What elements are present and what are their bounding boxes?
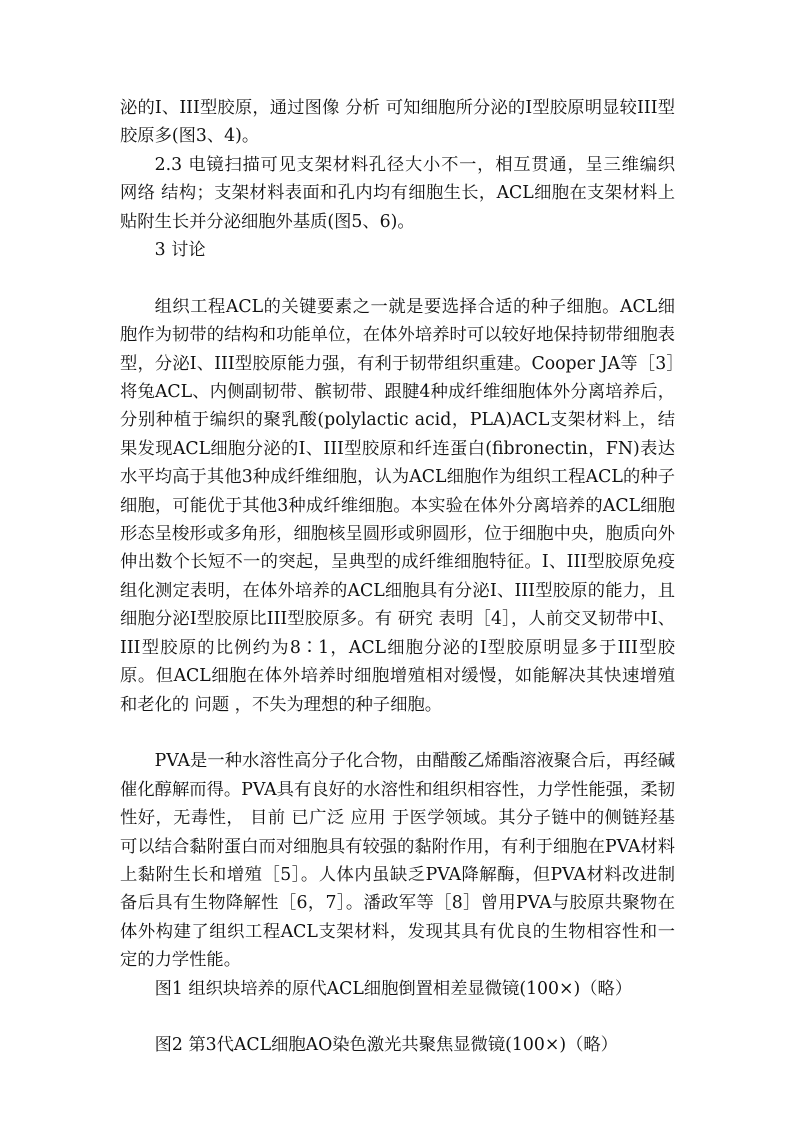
- body-text: [120, 94, 675, 1060]
- blank-line: [120, 264, 675, 292]
- paragraph-discussion-2: PVA是一种水溶性高分子化合物，由醋酸乙烯酯溶液聚合后，再经碱催化醇解而得。PVA具有良好的水溶性和组织相容性，力学性能强，柔韧性好，无毒性， 目前 已广泛 应用 于医学领域。其分子链中的侧链羟基可以结合黏附蛋白而对细胞具有较强的黏附作用，有利于细胞在PVA材料上黏附生长和增殖［5］。人体内虽缺乏PVA降解酶，但PVA材料改进制备后具有生物降解性［6，7］。潘政军等［8］曾用PVA与胶原共聚物在体外构建了组织工程ACL支架材料，发现其具有优良的生物相容性和一定的力学性能。: [120, 751, 675, 971]
- paragraph-continuation: 泌的Ⅰ、III型胶原，通过图像 分析 可知细胞所分泌的Ⅰ型胶原明显较III型胶原多(图3、4)。: [120, 98, 675, 147]
- paragraph-discussion-1: 组织工程ACL的关键要素之一就是要选择合适的种子细胞。ACL细胞作为韧带的结构和功能单位，在体外培养时可以较好地保持韧带细胞表型，分泌Ⅰ、III型胶原能力强，有利于韧带组织重建。Cooper JA等［3］将兔ACL、内侧副韧带、髌韧带、跟腱4种成纤维细胞体外分离培养后，分别种植于编织的聚乳酸(polylactic acid，PLA)ACL支架材料上，结果发现ACL细胞分泌的Ⅰ、III型胶原和纤连蛋白(fibronectin，FN)表达水平均高于其他3种成纤维细胞，认为ACL细胞作为组织工程ACL的种子细胞，可能优于其他3种成纤维细胞。本实验在体外分离培养的ACL细胞形态呈梭形或多角形，细胞核呈圆形或卵圆形，位于细胞中央，胞质向外伸出数个长短不一的突起，呈典型的成纤维细胞特征。Ⅰ、III型胶原免疫组化测定表明，在体外培养的ACL细胞具有分泌Ⅰ、III型胶原的能力，且细胞分泌Ⅰ型胶原比III型胶原多。有 研究 表明［4］，人前交叉韧带中Ⅰ、III型胶原的比例约为8∶1，ACL细胞分泌的Ⅰ型胶原明显多于III型胶原。但ACL细胞在体外培养时细胞增殖相对缓慢，如能解决其快速增殖和老化的 问题 ，不失为理想的种子细胞。: [120, 296, 675, 715]
- paragraph-section-2-3: 2.3 电镜扫描可见支架材料孔径大小不一，相互贯通，呈三维编织 网络 结构；支架材料表面和孔内均有细胞生长，ACL细胞在支架材料上贴附生长并分泌细胞外基质(图5、6)。: [120, 154, 675, 232]
- blank-line: [120, 1003, 675, 1031]
- figure-caption-2: 图2 第3代ACL细胞AO染色激光共聚焦显微镜(100×)（略）: [154, 1035, 618, 1056]
- blank-line: [120, 719, 675, 747]
- figure-caption-1: 图1 组织块培养的原代ACL细胞倒置相差显微镜(100×)（略）: [154, 978, 633, 999]
- section-heading-discussion: 3 讨论: [154, 240, 206, 261]
